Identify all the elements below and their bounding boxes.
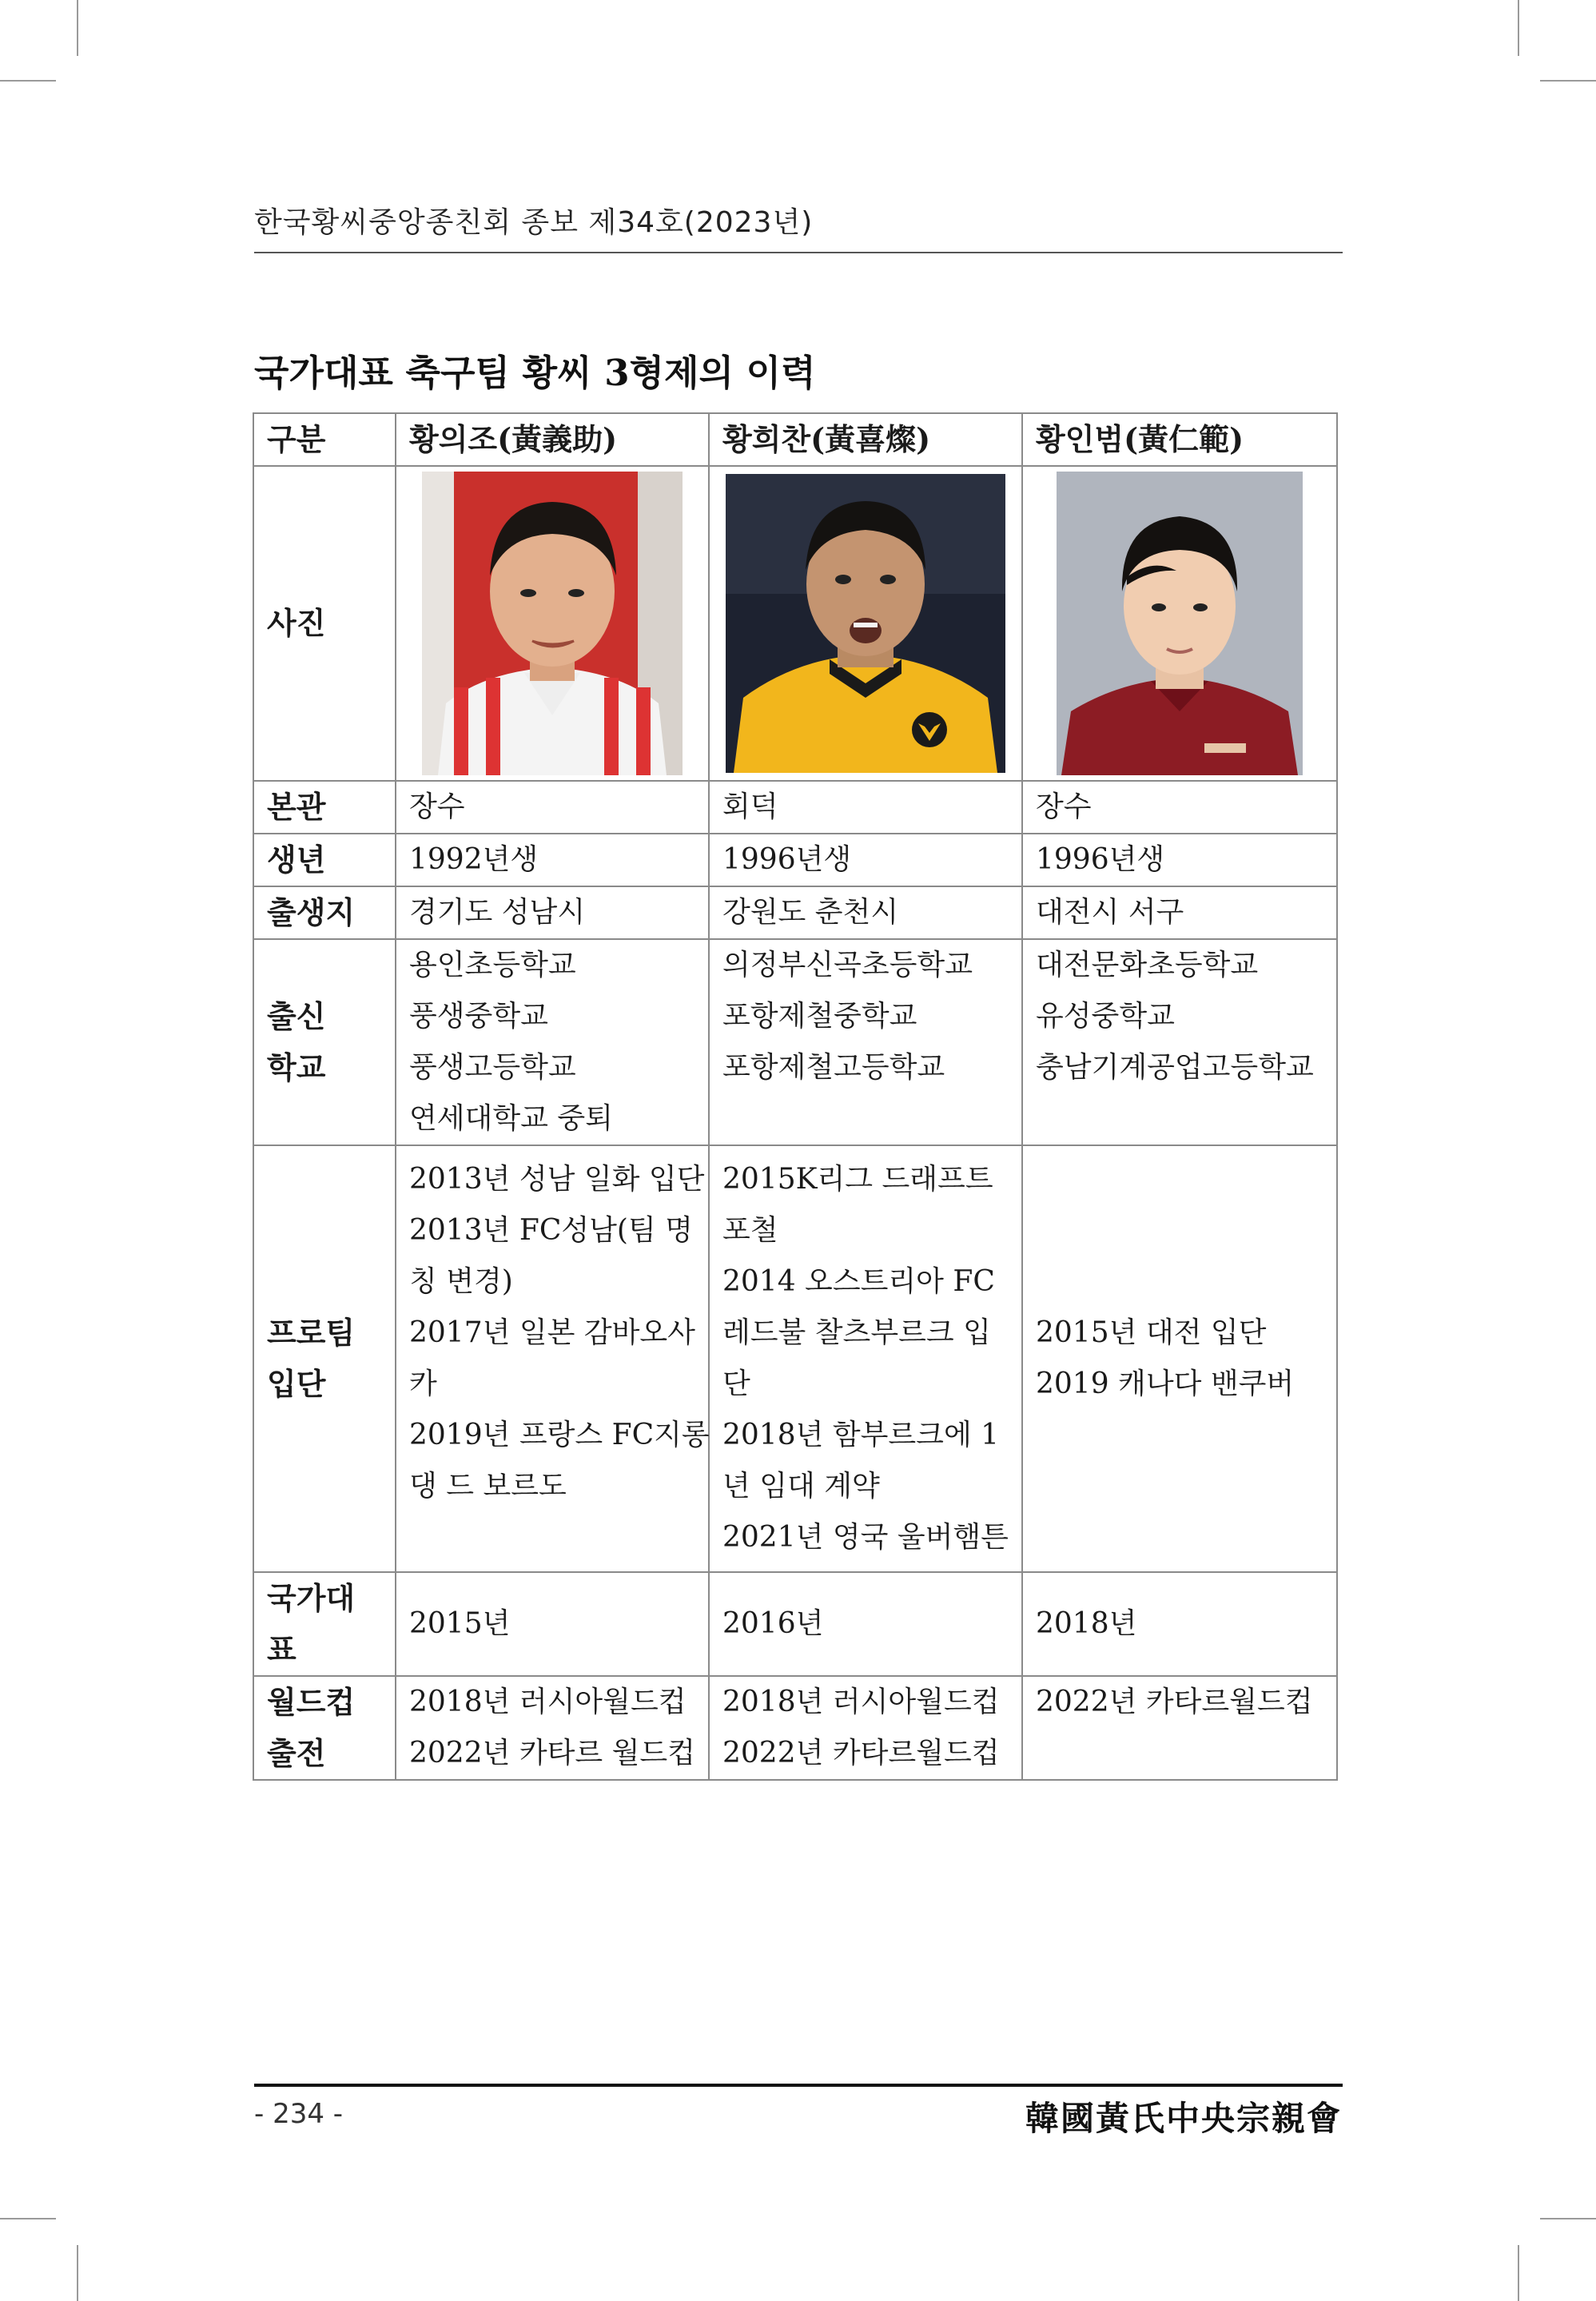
cell-line: 의정부신곡초등학교: [722, 949, 973, 981]
cell-line: 년 임대 계약: [722, 1470, 880, 1503]
table-cell: [709, 939, 1022, 1145]
table-cell: [709, 1145, 1022, 1572]
cell-line: 유성중학교: [1036, 1000, 1175, 1033]
header-cell-category: 구분: [253, 413, 396, 466]
player-photo: [726, 474, 1005, 773]
photo-row: [253, 466, 1337, 781]
cell-line: 2019년 프랑스 FC지롱: [409, 1419, 710, 1451]
table-cell: 2016년: [709, 1572, 1022, 1676]
cell-line: 2018년 함부르크에 1: [722, 1419, 1000, 1451]
player-photo: [422, 472, 683, 775]
cell-line: 카: [409, 1367, 437, 1400]
table-cell: [709, 1676, 1022, 1780]
table-cell: 회덕: [709, 781, 1022, 834]
row-label-school: [253, 939, 396, 1145]
photo-cell: [396, 466, 709, 781]
cell-line: 2018년 러시아월드컵: [722, 1686, 1000, 1718]
crop-mark: [0, 2218, 56, 2219]
cell-line: 칭 변경): [409, 1265, 513, 1298]
table-cell: [396, 939, 709, 1145]
table-cell: 대전시 서구: [1022, 886, 1337, 939]
table-cell: [1022, 1145, 1337, 1572]
cell-line: 2022년 카타르월드컵: [1036, 1686, 1313, 1718]
cell-line: 2015년 대전 입단: [1036, 1316, 1267, 1349]
career-table: [253, 412, 1338, 1781]
row-label-national-team: 국가대표: [253, 1572, 396, 1676]
crop-mark: [1540, 80, 1596, 82]
cell-line: 레드불 찰츠부르크 입: [722, 1316, 991, 1349]
row-label-line: 학교: [267, 1049, 326, 1085]
row-label-line: 프로팀: [267, 1315, 356, 1351]
table-header-row: [253, 413, 1337, 466]
table-row: [253, 886, 1337, 939]
table-row: [253, 781, 1337, 834]
table-row: [253, 834, 1337, 886]
crop-mark: [1518, 0, 1519, 56]
player-photo: [1057, 472, 1303, 775]
row-label-line: 출신: [267, 998, 326, 1034]
header-cell-player: 황희찬(黃喜燦): [709, 413, 1022, 466]
cell-line: 용인초등학교: [409, 949, 576, 981]
cell-line: 2022년 카타르월드컵: [722, 1737, 1000, 1770]
footer-divider: [254, 2084, 1343, 2087]
crop-mark: [1518, 2245, 1519, 2301]
cell-line: 단: [722, 1367, 750, 1400]
cell-line: 댕 드 보르도: [409, 1470, 567, 1503]
crop-mark: [77, 2245, 78, 2301]
cell-line: 2017년 일본 감바오사: [409, 1316, 695, 1349]
cell-line: 포항제철고등학교: [722, 1051, 945, 1084]
crop-mark: [1540, 2218, 1596, 2219]
cell-line: 2021년 영국 울버햄튼: [722, 1521, 1009, 1554]
publication-header: 한국황씨중앙종친회 종보 제34호(2023년): [254, 206, 814, 239]
table-cell: 2015년: [396, 1572, 709, 1676]
photo-cell: [1022, 466, 1337, 781]
table-cell: [1022, 1676, 1337, 1780]
cell-line: 2019 캐나다 밴쿠버: [1036, 1367, 1295, 1400]
table-row: [253, 1572, 1337, 1676]
cell-line: 2018년 러시아월드컵: [409, 1686, 687, 1718]
table-cell: 경기도 성남시: [396, 886, 709, 939]
table-cell: [396, 1145, 709, 1572]
table-row: [253, 1145, 1337, 1572]
table-cell: 강원도 춘천시: [709, 886, 1022, 939]
cell-line: 2015K리그 드래프트: [722, 1163, 993, 1196]
cell-line: 대전문화초등학교: [1036, 949, 1259, 981]
cell-line: 2022년 카타르 월드컵: [409, 1737, 695, 1770]
header-cell-player: 황인범(黃仁範): [1022, 413, 1337, 466]
section-title: 국가대표 축구팀 황씨 3형제의 이력: [254, 352, 816, 394]
crop-mark: [77, 0, 78, 56]
cell-line: 충남기계공업고등학교: [1036, 1051, 1314, 1084]
cell-line: 풍생고등학교: [409, 1051, 576, 1084]
table-cell: [396, 1676, 709, 1780]
table-cell: 1996년생: [1022, 834, 1337, 886]
table-cell: [1022, 939, 1337, 1145]
cell-line: 2013년 FC성남(팀 명: [409, 1214, 693, 1247]
row-label-world-cup: [253, 1676, 396, 1780]
cell-line: 포항제철중학교: [722, 1000, 917, 1033]
table-row: [253, 939, 1337, 1145]
table-cell: 장수: [1022, 781, 1337, 834]
row-label-line: 입단: [267, 1366, 326, 1402]
photo-cell: [709, 466, 1022, 781]
row-label-photo: 사진: [253, 466, 396, 781]
cell-line: 풍생중학교: [409, 1000, 548, 1033]
cell-line: 2014 오스트리아 FC: [722, 1265, 995, 1298]
row-label-origin: 본관: [253, 781, 396, 834]
organization-name: 韓國黃氏中央宗親會: [1025, 2099, 1342, 2138]
cell-line: 연세대학교 중퇴: [409, 1102, 613, 1135]
cell-line: 2013년 성남 일화 입단: [409, 1163, 705, 1196]
page-number: - 234 -: [254, 2098, 344, 2130]
table-cell: 1992년생: [396, 834, 709, 886]
row-label-pro-team: [253, 1145, 396, 1572]
crop-mark: [0, 80, 56, 82]
table-row: [253, 1676, 1337, 1780]
row-label-birthplace: 출생지: [253, 886, 396, 939]
row-label-line: 출전: [267, 1735, 326, 1771]
row-label-line: 월드컵: [267, 1684, 356, 1720]
header-divider: [254, 252, 1343, 253]
table-cell: 장수: [396, 781, 709, 834]
table-cell: 1996년생: [709, 834, 1022, 886]
header-cell-player: 황의조(黃義助): [396, 413, 709, 466]
cell-line: 포철: [722, 1214, 778, 1247]
row-label-birth-year: 생년: [253, 834, 396, 886]
table-cell: 2018년: [1022, 1572, 1337, 1676]
